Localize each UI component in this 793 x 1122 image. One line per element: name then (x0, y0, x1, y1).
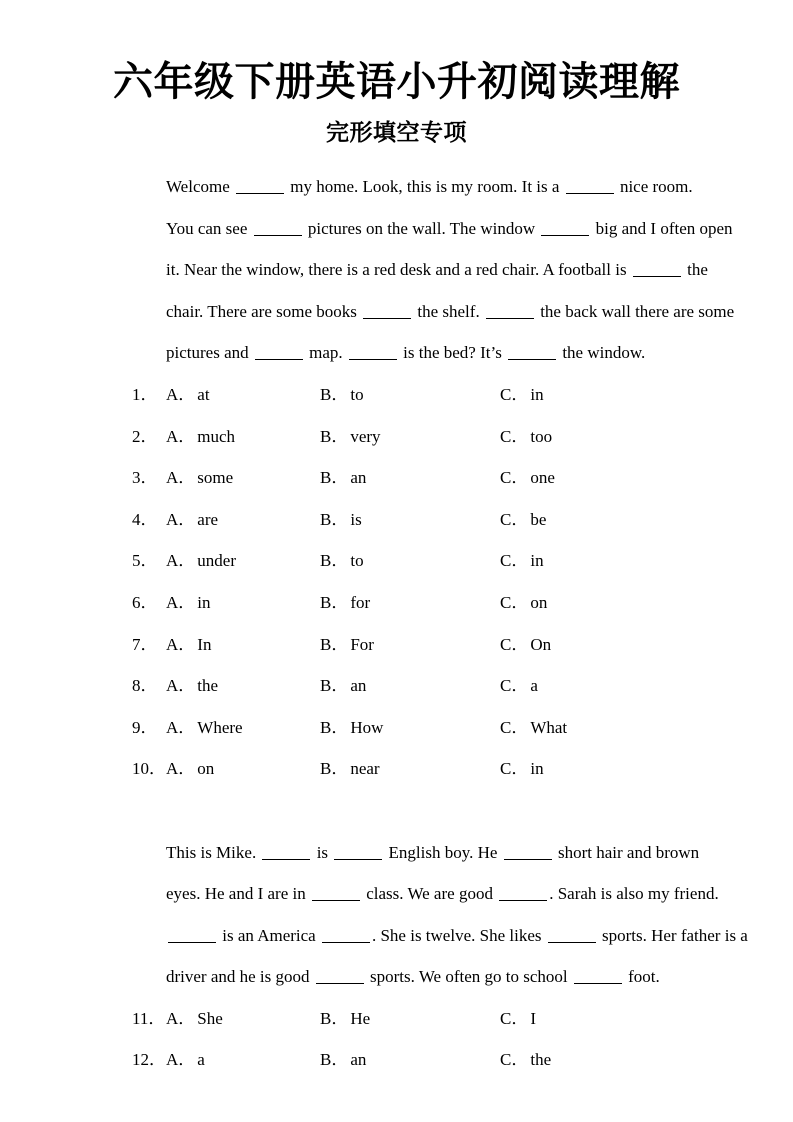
passage-text: pictures on the wall. The window (303, 218, 540, 238)
option-b[interactable] (320, 665, 366, 707)
option-text: at (197, 384, 210, 404)
option-b[interactable] (320, 998, 370, 1040)
page-title: 六年级下册英语小升初阅读理解 (113, 59, 680, 105)
answer-blank[interactable] (633, 276, 681, 277)
option-text: the (197, 676, 219, 696)
options-list-2 (132, 998, 660, 1081)
passage-text: my home. Look, this is my room. It is a (286, 177, 564, 196)
answer-blank[interactable] (508, 359, 556, 360)
option-letter: A． (166, 551, 196, 571)
passage-line (132, 166, 693, 208)
option-letter: A． (166, 1008, 196, 1028)
passage-text: English boy. He (384, 842, 502, 862)
page-subtitle: 完形填空专项 (326, 120, 467, 146)
option-letter: C． (500, 759, 529, 779)
passage-text: is an America (218, 925, 320, 945)
answer-blank[interactable] (255, 359, 303, 360)
question-row (132, 665, 660, 707)
option-a[interactable] (166, 374, 210, 416)
option-letter: C． (500, 426, 529, 446)
passage-text: eyes. He and I are in (166, 884, 310, 904)
option-a[interactable] (166, 1039, 205, 1081)
passage-line (132, 832, 700, 874)
question-number: 11． (132, 1008, 166, 1028)
question-number: 10． (132, 759, 166, 779)
passage-text: the (682, 260, 708, 280)
option-b[interactable] (320, 582, 370, 624)
question-row (132, 998, 660, 1040)
option-text: is (350, 509, 362, 529)
option-letter: C． (500, 468, 529, 488)
question-row (132, 707, 660, 749)
option-letter: B． (320, 384, 349, 404)
option-text: are (197, 509, 219, 529)
option-a[interactable] (166, 998, 223, 1040)
question-row (132, 457, 660, 499)
passage-text: nice room. (615, 177, 693, 196)
passage-text: the shelf. (413, 301, 484, 321)
option-text: the (530, 1050, 552, 1070)
option-text: a (197, 1050, 205, 1070)
option-letter: B． (320, 634, 349, 654)
option-letter: C． (500, 717, 529, 737)
answer-blank[interactable] (574, 983, 622, 984)
option-c[interactable] (500, 499, 546, 541)
option-text: in (530, 759, 544, 779)
passage-text: You can see (166, 218, 252, 238)
option-letter: C． (500, 592, 529, 612)
option-text: an (350, 468, 367, 488)
option-letter: A． (166, 509, 196, 529)
passage-gap (132, 790, 660, 832)
option-a[interactable] (166, 499, 218, 541)
passage-text: . Sarah is also my friend. (549, 884, 719, 904)
passage-text: the back wall there are some (535, 301, 735, 321)
passage-text: driver and he is good (166, 967, 314, 987)
answer-blank[interactable] (168, 942, 216, 943)
option-a[interactable] (166, 748, 214, 790)
option-a[interactable] (166, 582, 211, 624)
question-row (132, 624, 660, 666)
passage-text: the window. (558, 343, 646, 363)
option-text: in (530, 551, 544, 571)
option-text: much (197, 426, 236, 446)
answer-blank[interactable] (499, 900, 547, 901)
answer-blank[interactable] (541, 235, 589, 236)
option-text: on (530, 592, 548, 612)
answer-blank[interactable] (363, 318, 411, 319)
option-text: an (350, 1050, 367, 1070)
passage-text: chair. There are some books (166, 301, 362, 321)
passage-text: pictures and (166, 343, 253, 363)
passage-line (132, 208, 733, 250)
option-b[interactable] (320, 624, 374, 666)
option-text: one (530, 468, 555, 488)
option-text: in (530, 384, 544, 404)
passage-text: is (312, 842, 333, 862)
option-b[interactable] (320, 416, 381, 458)
option-letter: B． (320, 551, 349, 571)
answer-blank[interactable] (486, 318, 534, 319)
question-number: 3． (132, 468, 158, 488)
question-row (132, 1039, 660, 1081)
passage-line (132, 332, 660, 374)
option-text: too (530, 426, 553, 446)
passage-text: class. We are good (361, 884, 498, 904)
option-text: She (197, 1008, 223, 1028)
question-number: 5． (132, 551, 158, 571)
option-c[interactable] (500, 457, 555, 499)
passage-line (132, 873, 719, 915)
option-text: to (350, 551, 364, 571)
option-text: to (350, 384, 364, 404)
option-b[interactable] (320, 1039, 366, 1081)
passage-1 (132, 166, 735, 374)
passage-line (132, 956, 660, 998)
option-letter: A． (166, 468, 196, 488)
option-letter: B． (320, 759, 349, 779)
option-letter: C． (500, 384, 529, 404)
option-c[interactable] (500, 374, 544, 416)
question-row (132, 540, 660, 582)
option-letter: B． (320, 426, 349, 446)
option-b[interactable] (320, 707, 383, 749)
option-text: be (530, 509, 547, 529)
option-c[interactable] (500, 416, 552, 458)
option-a[interactable] (166, 707, 243, 749)
passage-line (132, 915, 748, 957)
option-b[interactable] (320, 374, 364, 416)
passage-text: it. Near the window, there is a red desk and a red chair. A football is (166, 260, 631, 280)
option-letter: B． (320, 509, 349, 529)
option-text: Where (197, 717, 243, 737)
option-text: on (197, 759, 215, 779)
passage-line (132, 249, 708, 291)
answer-blank[interactable] (316, 983, 364, 984)
answer-blank[interactable] (262, 859, 310, 860)
option-text: How (350, 717, 384, 737)
passage-text: foot. (623, 967, 660, 987)
option-text: some (197, 468, 234, 488)
option-letter: C． (500, 634, 529, 654)
question-row (132, 374, 660, 416)
passage-text: map. (304, 343, 347, 363)
option-letter: B． (320, 1050, 349, 1070)
option-text: very (350, 426, 381, 446)
option-letter: A． (166, 1050, 196, 1070)
answer-blank[interactable] (334, 859, 382, 860)
passage-text: sports. Her father is a (597, 925, 748, 945)
option-a[interactable] (166, 457, 233, 499)
option-text: In (197, 634, 212, 654)
option-letter: A． (166, 426, 196, 446)
option-c[interactable] (500, 998, 536, 1040)
option-text: What (530, 717, 568, 737)
option-b[interactable] (320, 540, 364, 582)
passage-text: is the bed? It’s (398, 343, 507, 363)
option-c[interactable] (500, 624, 551, 666)
option-letter: A． (166, 759, 196, 779)
option-text: I (530, 1008, 537, 1028)
question-number: 8． (132, 676, 158, 696)
question-number: 2． (132, 426, 158, 446)
answer-blank[interactable] (504, 859, 552, 860)
answer-blank[interactable] (349, 359, 397, 360)
option-a[interactable] (166, 416, 235, 458)
option-letter: C． (500, 551, 529, 571)
option-letter: C． (500, 1050, 529, 1070)
question-row (132, 499, 660, 541)
option-letter: C． (500, 1008, 529, 1028)
option-text: On (530, 634, 552, 654)
option-text: He (350, 1008, 371, 1028)
option-b[interactable] (320, 499, 362, 541)
question-row (132, 582, 660, 624)
option-letter: B． (320, 468, 349, 488)
passage-text: short hair and brown (553, 842, 700, 862)
document-body (132, 166, 748, 1081)
question-number: 6． (132, 592, 158, 612)
passage-2 (132, 832, 748, 998)
passage-text: Welcome (166, 177, 235, 196)
option-letter: C． (500, 676, 529, 696)
option-c[interactable] (500, 707, 567, 749)
question-number: 4． (132, 509, 158, 529)
option-letter: A． (166, 717, 196, 737)
answer-blank[interactable] (254, 235, 302, 236)
option-letter: A． (166, 676, 196, 696)
option-a[interactable] (166, 624, 211, 666)
option-b[interactable] (320, 457, 366, 499)
option-c[interactable] (500, 665, 538, 707)
option-a[interactable] (166, 665, 218, 707)
passage-line (132, 291, 735, 333)
passage-text: This is Mike. (166, 842, 261, 862)
answer-blank[interactable] (566, 193, 614, 194)
option-letter: A． (166, 634, 196, 654)
answer-blank[interactable] (312, 900, 360, 901)
passage-text: . She is twelve. She likes (371, 925, 546, 945)
option-letter: B． (320, 717, 349, 737)
question-number: 12． (132, 1050, 166, 1070)
option-text: a (530, 676, 538, 696)
option-c[interactable] (500, 1039, 551, 1081)
option-text: near (350, 759, 380, 779)
option-c[interactable] (500, 540, 544, 582)
question-row (132, 748, 660, 790)
option-letter: B． (320, 676, 349, 696)
option-letter: C． (500, 509, 529, 529)
option-letter: A． (166, 384, 196, 404)
option-text: for (350, 592, 371, 612)
option-text: For (350, 634, 374, 654)
option-text: an (350, 676, 367, 696)
option-b[interactable] (320, 748, 380, 790)
question-row (132, 416, 660, 458)
option-text: under (197, 551, 236, 571)
question-number: 1． (132, 384, 158, 404)
option-letter: B． (320, 592, 349, 612)
option-c[interactable] (500, 748, 544, 790)
option-letter: A． (166, 592, 196, 612)
option-letter: B． (320, 1008, 349, 1028)
answer-blank[interactable] (322, 942, 370, 943)
answer-blank[interactable] (548, 942, 596, 943)
question-number: 9． (132, 717, 158, 737)
passage-text: sports. We often go to school (365, 967, 572, 987)
option-a[interactable] (166, 540, 236, 582)
options-list-1 (132, 374, 660, 790)
answer-blank[interactable] (236, 193, 284, 194)
passage-text: big and I often open (591, 218, 733, 238)
option-c[interactable] (500, 582, 547, 624)
option-text: in (197, 592, 211, 612)
question-number: 7． (132, 634, 158, 654)
